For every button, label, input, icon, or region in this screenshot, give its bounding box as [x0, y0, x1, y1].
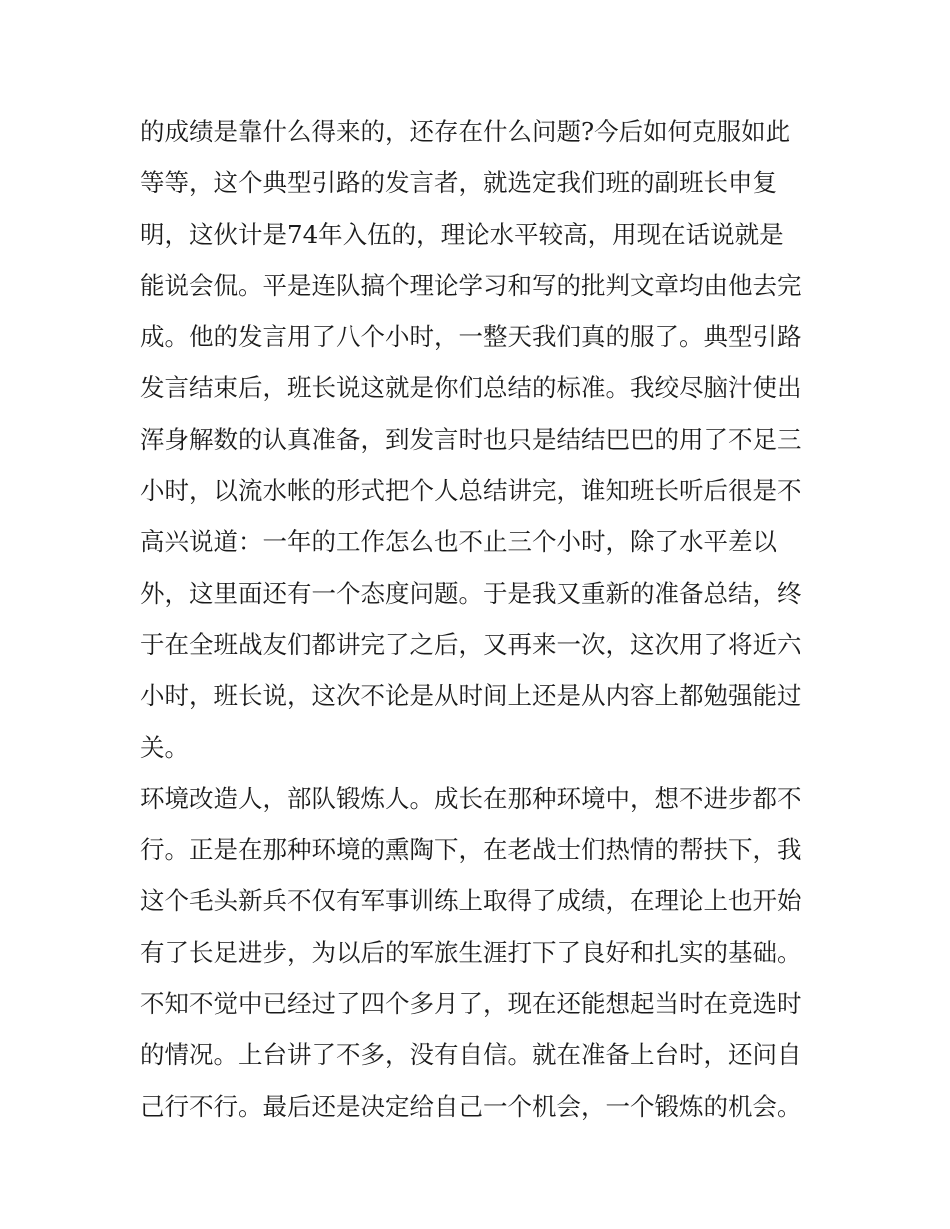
text-line: 有了长足进步，为以后的军旅生涯打下了良好和扎实的基础。: [140, 937, 802, 967]
text-line: 不知不觉中已经过了四个多月了，现在还能想起当时在竞选时: [140, 989, 802, 1019]
text-line: 这个毛头新兵不仅有军事训练上取得了成绩，在理论上也开始: [140, 886, 802, 916]
text-line: 明，这伙计是74年入伍的，理论水平较高，用现在话说就是: [140, 219, 784, 249]
text-line: 己行不行。最后还是决定给自己一个机会，一个锻炼的机会。: [140, 1091, 802, 1121]
text-line: 能说会侃。平是连队搞个理论学习和写的批判文章均由他去完: [140, 270, 802, 300]
text-line: 的成绩是靠什么得来的，还存在什么问题?今后如何克服如此: [140, 117, 791, 146]
body-text: [140, 106, 820, 1132]
text-line: 关。: [140, 732, 189, 762]
text-line: 成。他的发言用了八个小时，一整天我们真的服了。典型引路: [140, 322, 802, 352]
text-line: 等等，这个典型引路的发言者，就选定我们班的副班长申复: [140, 168, 777, 198]
text-line: 外，这里面还有一个态度问题。于是我又重新的准备总结，终: [140, 578, 802, 608]
text-line: 的情况。上台讲了不多，没有自信。就在准备上台时，还问自: [140, 1040, 802, 1070]
text-line: 小时，以流水帐的形式把个人总结讲完，谁知班长听后很是不: [140, 476, 802, 506]
text-line: 发言结束后，班长说这就是你们总结的标准。我绞尽脑汁使出: [140, 373, 802, 403]
text-line: 行。正是在那种环境的熏陶下，在老战士们热情的帮扶下，我: [140, 835, 802, 865]
text-line: 环境改造人，部队锻炼人。成长在那种环境中，想不进步都不: [140, 783, 802, 813]
text-line: 于在全班战友们都讲完了之后，又再来一次，这次用了将近六: [140, 629, 802, 659]
text-line: 浑身解数的认真准备，到发言时也只是结结巴巴的用了不足三: [140, 424, 802, 454]
text-line: 小时，班长说，这次不论是从时间上还是从内容上都勉强能过: [140, 681, 802, 711]
text-line: 高兴说道：一年的工作怎么也不止三个小时，除了水平差以: [140, 527, 777, 557]
